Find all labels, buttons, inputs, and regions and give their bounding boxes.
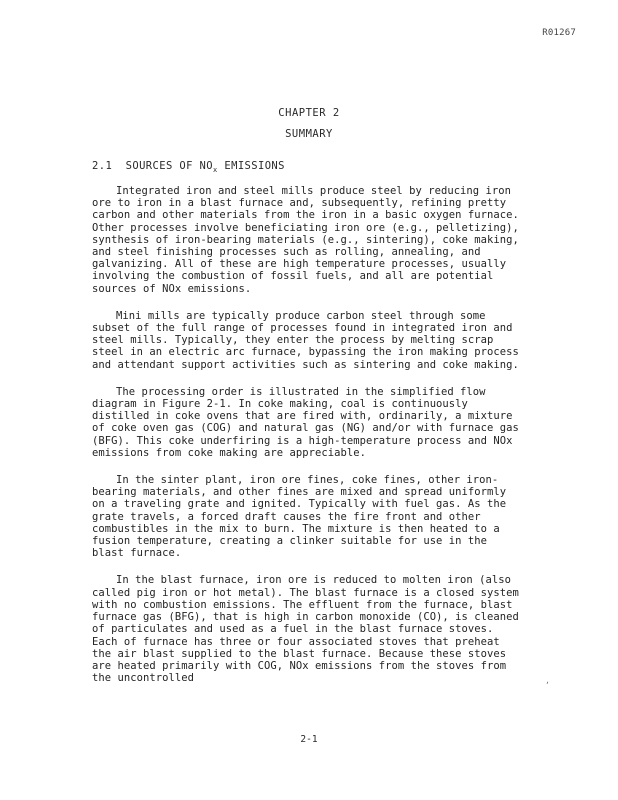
section-heading-suffix: EMISSIONS	[224, 160, 285, 172]
body-text	[92, 185, 524, 699]
paragraph-3: The processing order is illustrated in the simplified flow diagram in Figure 2-1. In coke making, coal is continuously distilled in coke ovens that are fired with, ordinarily, a mixture of coke oven gas (COG) and natural gas (NG) and/or with furnace gas (BFG). This coke underfiring is a high-temperature process and NOx emissions from coke making are appreciable.	[92, 385, 519, 459]
section-number: 2.1	[92, 160, 113, 172]
section-heading	[92, 160, 285, 174]
paragraph-5: In the blast furnace, iron ore is reduced to molten iron (also called pig iron or hot metal). The blast furnace is a closed system with no combustion emissions. The effluent from the furnace, blast furnace gas (BFG), that is high in carbon monoxide (CO), is cleaned of particulates and used as a fuel in the blast furnace stoves. Each of furnace has three or four associated stoves that preheat the air blast supplied to the blast furnace. Because these stoves are heated primarily with COG, NOx emissions from the stoves from the uncontrolled	[92, 574, 519, 685]
section-heading-text: SOURCES OF NO	[125, 160, 214, 172]
paragraph-1: Integrated iron and steel mills produce steel by reducing iron ore to iron in a blast furnace and, subsequently, refining pretty carbon and other materials from the iron in a basic oxygen furnace. Other processes involve beneficiating iron ore (e.g., pelletizing), synthesis of iron-bearing materials (e.g., sintering), coke making, and steel finishing processes such as rolling, annealing, and galvanizing. All of these are high temperature processes, usually involving the combustion of fossil fuels, and all are potential sources of NOx emissions.	[92, 185, 519, 295]
section-heading-subscript: x	[213, 166, 218, 175]
document-id: R01267	[542, 28, 576, 38]
chapter-title: SUMMARY	[285, 128, 333, 140]
chapter-label: CHAPTER 2	[278, 107, 340, 119]
page-number: 2-1	[300, 734, 318, 745]
margin-mark: ,	[545, 676, 550, 685]
paragraph-4: In the sinter plant, iron ore fines, coke fines, other iron-bearing materials, and other fines are mixed and spread uniformly on a traveling grate and ignited. Typically with fuel gas. As the grate travels, a forced draft causes the fire front and other combustibles in the mix to burn. The mixture is then heated to a fusion temperature, creating a clinker suitable for use in the blast furnace.	[92, 474, 507, 560]
paragraph-2: Mini mills are typically produce carbon steel through some subset of the full range of processes found in integrated iron and steel mills. Typically, they enter the process by melting scrap steel in an electric arc furnace, bypassing the iron making process and attendant support activities such as sintering and coke making.	[92, 309, 519, 371]
